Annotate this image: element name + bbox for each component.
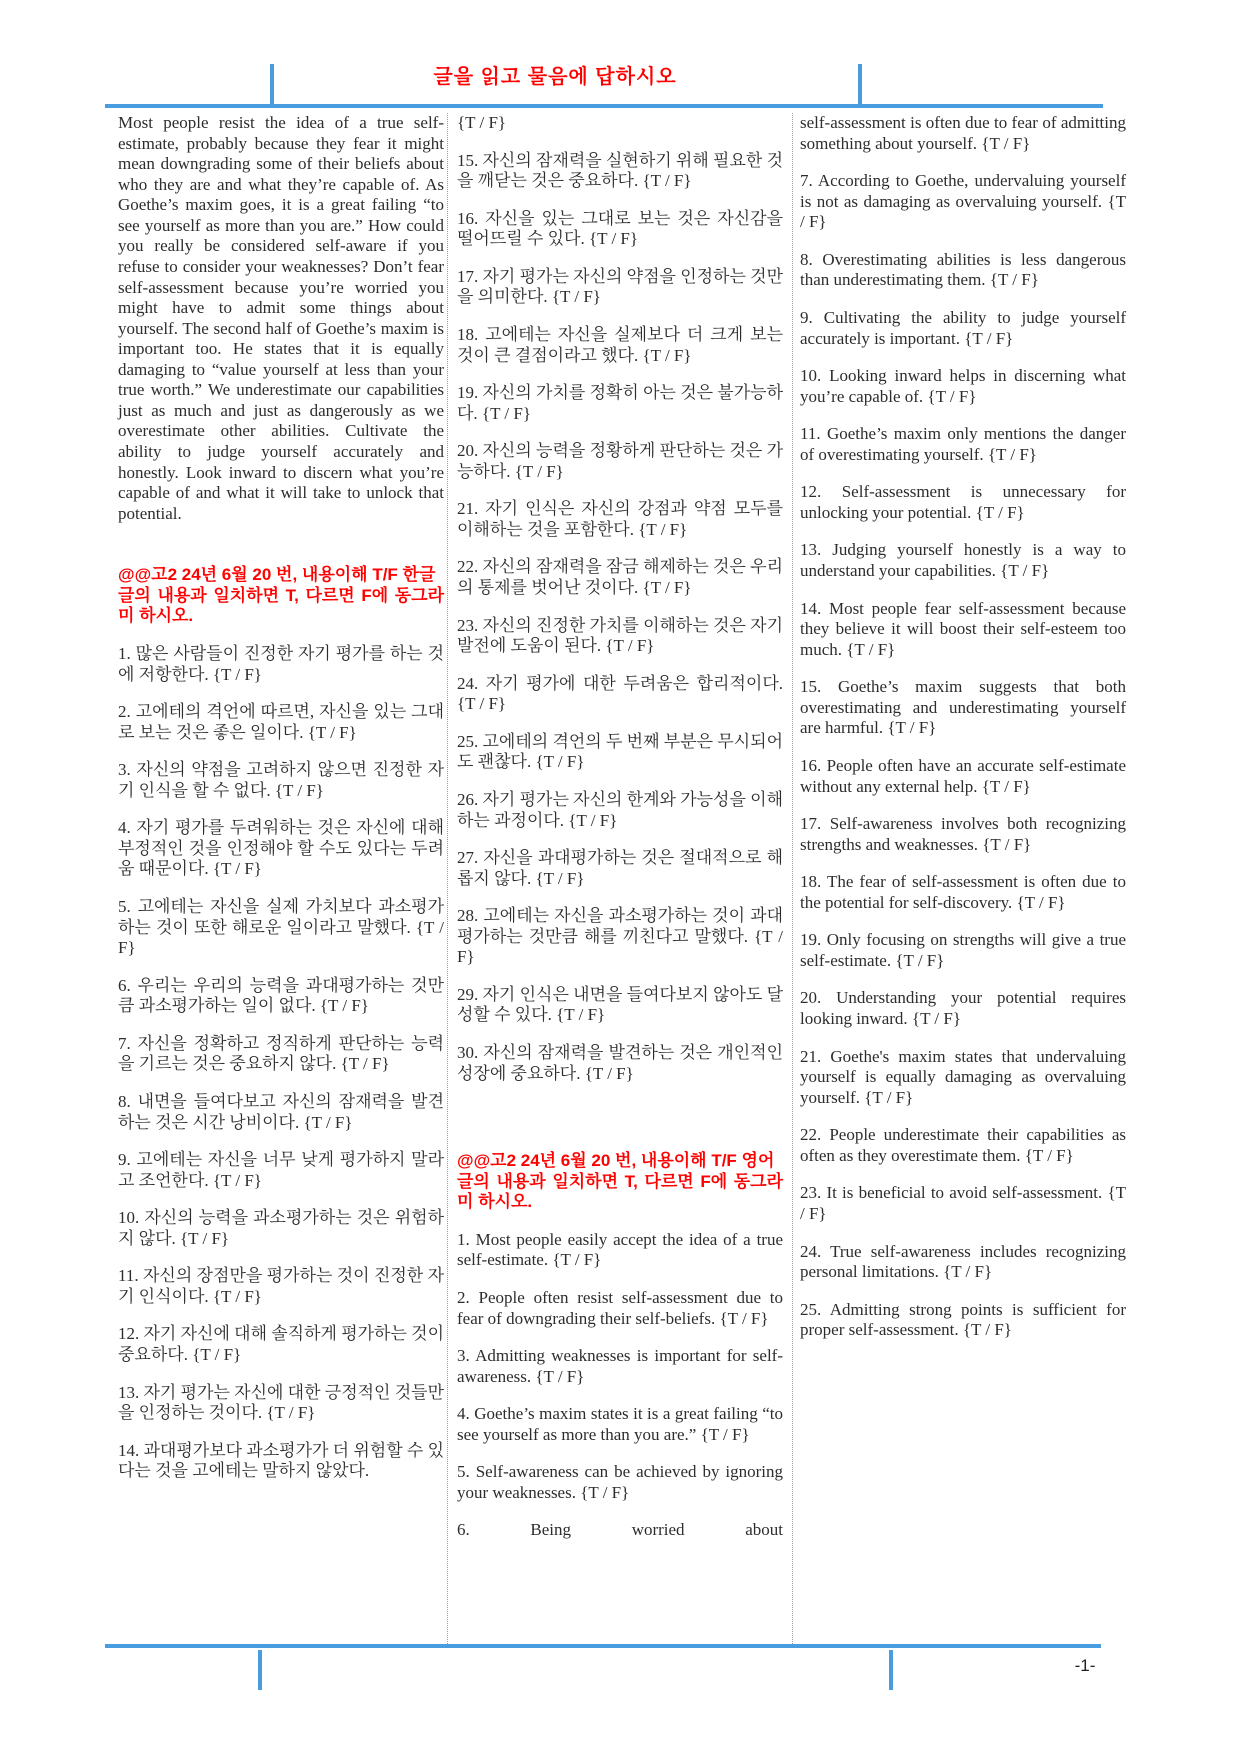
footer-boundary-mark-left bbox=[258, 1650, 262, 1690]
question-item: 23. It is beneficial to avoid self-assessment. {T / F} bbox=[800, 1183, 1126, 1223]
section-heading: @@고2 24년 6월 20 번, 내용이해 T/F 한글 bbox=[118, 565, 436, 585]
question-item: 17. Self-awareness involves both recognizing strengths and weaknesses. {T / F} bbox=[800, 814, 1126, 854]
question-item: 4. Goethe’s maxim states it is a great failing “to see yourself as more than you are.” {T / F} bbox=[457, 1404, 783, 1444]
question-item: 25. Admitting strong points is sufficient for proper self-assessment. {T / F} bbox=[800, 1299, 1126, 1340]
question-item: 28. 고에테는 자신을 과소평가하는 것이 과대평가하는 것만큼 해를 끼친다고 말했다. {T / F} bbox=[457, 906, 783, 967]
question-item: 24. True self-awareness includes recognizing personal limitations. {T / F} bbox=[800, 1241, 1126, 1282]
question-item: 30. 자신의 잠재력을 발견하는 것은 개인적인 성장에 중요하다. {T / F} bbox=[457, 1043, 783, 1083]
question-item: 1. Most people easily accept the idea of a true self-estimate. {T / F} bbox=[457, 1229, 783, 1270]
question-item: 3. 자신의 약점을 고려하지 않으면 진정한 자기 인식을 할 수 없다. {T / F} bbox=[118, 760, 444, 800]
question-item: 11. 자신의 장점만을 평가하는 것이 진정한 자기 인식이다. {T / F} bbox=[118, 1266, 444, 1306]
column-separator-1 bbox=[447, 113, 448, 1644]
question-item: 26. 자기 평가는 자신의 한계와 가능성을 이해하는 과정이다. {T / F} bbox=[457, 789, 783, 830]
question-item: 11. Goethe’s maxim only mentions the danger of overestimating yourself. {T / F} bbox=[800, 424, 1126, 464]
question-item: 7. 자신을 정확하고 정직하게 판단하는 능력을 기르는 것은 중요하지 않다. {T / F} bbox=[118, 1033, 444, 1074]
page-title: 글을 읽고 물음에 답하시오 bbox=[433, 66, 677, 88]
question-item: 10. Looking inward helps in discerning what you’re capable of. {T / F} bbox=[800, 366, 1126, 406]
question-item: 14. Most people fear self-assessment because they believe it will boost their self-esteem too much. {T / F} bbox=[800, 598, 1126, 659]
question-item: 9. Cultivating the ability to judge yourself accurately is important. {T / F} bbox=[800, 307, 1126, 348]
question-item: 18. The fear of self-assessment is often due to the potential for self-discovery. {T / F} bbox=[800, 872, 1126, 912]
question-item: 9. 고에테는 자신을 너무 낮게 평가하지 말라고 조언한다. {T / F} bbox=[118, 1150, 444, 1190]
question-item: 29. 자기 인식은 내면을 들여다보지 않아도 달성할 수 있다. {T / F} bbox=[457, 984, 783, 1025]
question-item: 24. 자기 평가에 대한 두려움은 합리적이다. {T / F} bbox=[457, 673, 783, 714]
text-column-1 bbox=[118, 113, 444, 1482]
question-item: 12. Self-assessment is unnecessary for unlocking your potential. {T / F} bbox=[800, 482, 1126, 522]
section-heading: 글의 내용과 일치하면 T, 다르면 F에 동그라미 하시오. bbox=[118, 585, 444, 626]
question-item: 21. Goethe's maxim states that undervaluing yourself is equally damaging as overvaluing yourself. {T / F} bbox=[800, 1046, 1126, 1107]
question-item: 2. People often resist self-assessment due to fear of downgrading their self-beliefs. {T / F} bbox=[457, 1287, 783, 1328]
reading-passage: Most people resist the idea of a true self-estimate, probably because they fear it might mean downgrading some of their beliefs about who they are and what they’re capable of. As Goethe’s maxim goes, it is a great failing “to see yourself as more than you are.” How could you really be considered self-aware if you refuse to consider your weaknesses? Don’t fear self-assessment because you’re worried you might have to admit some things about yourself. The second half of Goethe’s maxim is important too. He states that it is equally damaging to “value yourself at less than your true worth.” We underestimate our capabilities just as much and just as dangerously as we overestimate other abilities. Cultivate the ability to judge yourself accurately and honestly. Look inward to discern what you’re capable of and what it will take to unlock that potential. bbox=[118, 113, 444, 523]
header-rule bbox=[105, 104, 1103, 108]
question-item: 8. 내면을 들여다보고 자신의 잠재력을 발견하는 것은 시간 낭비이다. {T / F} bbox=[118, 1091, 444, 1132]
question-item: 27. 자신을 과대평가하는 것은 절대적으로 해롭지 않다. {T / F} bbox=[457, 848, 783, 888]
question-item: 13. Judging yourself honestly is a way to understand your capabilities. {T / F} bbox=[800, 540, 1126, 580]
question-item: 4. 자기 평가를 두려워하는 것은 자신에 대해 부정적인 것을 인정해야 할 수도 있다는 두려움 때문이다. {T / F} bbox=[118, 818, 444, 879]
question-continuation: self-assessment is often due to fear of admitting something about yourself. {T / F} bbox=[800, 113, 1126, 153]
question-item: 16. 자신을 있는 그대로 보는 것은 자신감을 떨어뜨릴 수 있다. {T / F} bbox=[457, 208, 783, 249]
spacer bbox=[118, 524, 444, 548]
question-item: 19. Only focusing on strengths will give a true self-estimate. {T / F} bbox=[800, 930, 1126, 970]
text-column-2 bbox=[457, 113, 783, 1541]
question-item: 19. 자신의 가치를 정확히 아는 것은 불가능하다. {T / F} bbox=[457, 383, 783, 423]
page-number: -1- bbox=[1074, 1656, 1096, 1675]
question-item: 16. People often have an accurate self-estimate without any external help. {T / F} bbox=[800, 755, 1126, 796]
question-item: 17. 자기 평가는 자신의 약점을 인정하는 것만을 의미한다. {T / F} bbox=[457, 266, 783, 307]
question-item: 3. Admitting weaknesses is important for self-awareness. {T / F} bbox=[457, 1346, 783, 1386]
question-item: 10. 자신의 능력을 과소평가하는 것은 위험하지 않다. {T / F} bbox=[118, 1208, 444, 1248]
spacer bbox=[457, 1084, 783, 1134]
question-item: 5. 고에테는 자신을 실제 가치보다 과소평가하는 것이 또한 해로운 일이라고 말했다. {T / F} bbox=[118, 897, 444, 958]
header-boundary-mark-right bbox=[858, 64, 862, 104]
question-item: 20. Understanding your potential requires looking inward. {T / F} bbox=[800, 988, 1126, 1028]
question-item: 6. Being worried about bbox=[457, 1520, 783, 1540]
question-item: 23. 자신의 진정한 가치를 이해하는 것은 자기 발전에 도움이 된다. {T / F} bbox=[457, 615, 783, 656]
column-separator-2 bbox=[792, 113, 793, 1644]
question-item: 13. 자기 평가는 자신에 대한 긍정적인 것들만을 인정하는 것이다. {T / F} bbox=[118, 1382, 444, 1423]
question-item: 7. According to Goethe, undervaluing yourself is not as damaging as overvaluing yourself. {T / F} bbox=[800, 171, 1126, 232]
question-item: 14. 과대평가보다 과소평가가 더 위험할 수 있다는 것을 고에테는 말하지 않았다. bbox=[118, 1440, 444, 1481]
question-continuation: {T / F} bbox=[457, 113, 507, 132]
question-item: 6. 우리는 우리의 능력을 과대평가하는 것만큼 과소평가하는 일이 없다. {T / F} bbox=[118, 975, 444, 1016]
header-boundary-mark-left bbox=[270, 64, 274, 104]
question-item: 20. 자신의 능력을 정황하게 판단하는 것은 가능하다. {T / F} bbox=[457, 441, 783, 481]
question-item: 1. 많은 사람들이 진정한 자기 평가를 하는 것에 저항한다. {T / F} bbox=[118, 643, 444, 684]
question-item: 22. 자신의 잠재력을 잠금 해제하는 것은 우리의 통제를 벗어난 것이다. {T / F} bbox=[457, 557, 783, 597]
question-item: 18. 고에테는 자신을 실제보다 더 크게 보는 것이 큰 결점이라고 했다. {T / F} bbox=[457, 324, 783, 365]
question-item: 12. 자기 자신에 대해 솔직하게 평가하는 것이 중요하다. {T / F} bbox=[118, 1324, 444, 1364]
question-item: 15. 자신의 잠재력을 실현하기 위해 필요한 것을 깨닫는 것은 중요하다. {T / F} bbox=[457, 150, 783, 191]
question-item: 5. Self-awareness can be achieved by ignoring your weaknesses. {T / F} bbox=[457, 1462, 783, 1502]
question-item: 2. 고에테의 격언에 따르면, 자신을 있는 그대로 보는 것은 좋은 일이다. {T / F} bbox=[118, 702, 444, 742]
question-item: 25. 고에테의 격언의 두 번째 부분은 무시되어도 괜찮다. {T / F} bbox=[457, 731, 783, 772]
section-heading: @@고2 24년 6월 20 번, 내용이해 T/F 영어 bbox=[457, 1151, 775, 1171]
question-item: 21. 자기 인식은 자신의 강점과 약점 모두를 이해하는 것을 포함한다. {T / F} bbox=[457, 499, 783, 539]
footer-rule bbox=[105, 1644, 1101, 1648]
footer-boundary-mark-right bbox=[889, 1650, 893, 1690]
text-column-3 bbox=[800, 113, 1126, 1341]
question-item: 8. Overestimating abilities is less dangerous than underestimating them. {T / F} bbox=[800, 249, 1126, 290]
question-item: 15. Goethe’s maxim suggests that both overestimating and underestimating yourself are harmful. {T / F} bbox=[800, 677, 1126, 738]
section-heading: 글의 내용과 일치하면 T, 다르면 F에 동그라미 하시오. bbox=[457, 1171, 783, 1212]
question-item: 22. People underestimate their capabilities as often as they overestimate them. {T / F} bbox=[800, 1125, 1126, 1165]
